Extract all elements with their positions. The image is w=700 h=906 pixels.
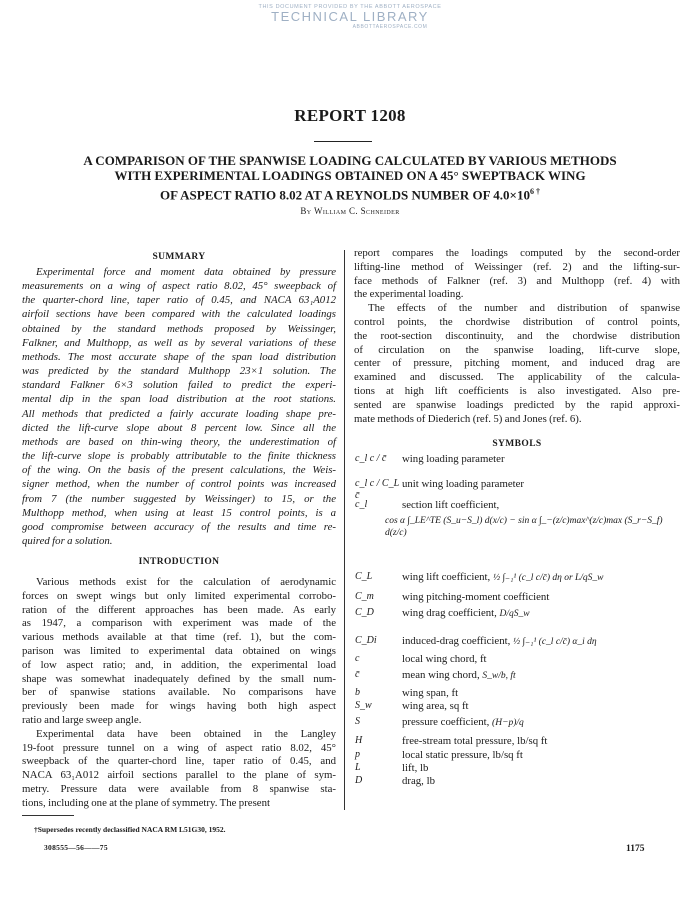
- symbol: S: [355, 716, 360, 727]
- text-line: good compromise between accuracy of the results and time re-: [22, 520, 336, 533]
- footnote-rule: [22, 815, 74, 816]
- text-line: NACA 63₁A012 airfoil sections parallel to the plane of sym-: [22, 769, 336, 782]
- symbol-description: [402, 653, 680, 666]
- symbol: L: [355, 762, 361, 773]
- text-line: signer method, when the number of control points was increased: [22, 478, 336, 491]
- section-lift-formula: cos α ∫_LE^TE (S_u−S_l) d(x/c) − sin α ∫_−(z/c)max^(z/c)max (S_r−S_f) d(z/c): [385, 516, 663, 538]
- footnote: †Supersedes recently declassified NACA RM L51G30, 1952.: [34, 825, 226, 834]
- symbol-description: [402, 607, 680, 621]
- text-line: sweepback of the quarter-chord line, taper ratio of 0.45, and: [22, 755, 336, 768]
- symbol-description: [402, 716, 680, 730]
- text-line: previously been made for wings having both high aspect: [22, 700, 336, 713]
- text-line: from 7 (the number suggested by Weissinger) to 15, or the: [22, 492, 336, 505]
- symbol: c_l c / C_L c̄: [355, 478, 399, 501]
- text-line: of low aspect ratio; and, in addition, the experimental load: [22, 658, 336, 671]
- symbol: c̄: [355, 669, 360, 680]
- text-line: sented are spanwise loadings predicted by the rapid approxi-: [354, 398, 680, 411]
- text-line: of the wing. On the basis of the present calculations, the Weis-: [22, 464, 336, 477]
- text-line: Multhopp method, when using at least 15 control points, is a: [22, 506, 336, 519]
- symbol: c: [355, 653, 360, 664]
- description-text: mean wing chord,: [402, 669, 483, 681]
- symbol: H: [355, 735, 363, 746]
- watermark-title: TECHNICAL LIBRARY: [271, 9, 429, 24]
- symbol-description: [402, 687, 680, 700]
- text-line: The effects of the number and distribution of spanwise: [368, 302, 680, 315]
- byline: By William C. Schneider: [300, 206, 400, 216]
- watermark: [200, 4, 500, 30]
- description-text: lift, lb: [402, 762, 429, 774]
- text-line: the lift-curve slope is probably attributable to the finite thickness: [22, 450, 336, 463]
- symbol-description: [402, 499, 680, 512]
- title-line: [20, 184, 680, 203]
- symbol: c_l c / c̄: [355, 453, 387, 464]
- description-text: unit wing loading parameter: [402, 478, 525, 490]
- text-line: mental dip in the span load distribution at the root stations.: [22, 393, 336, 406]
- symbol-description: [402, 453, 680, 466]
- description-text: pressure coefficient,: [402, 716, 493, 728]
- paper-title: [20, 153, 680, 202]
- text-line: ber of spanwise stations available. No comparisons have: [22, 686, 336, 699]
- text-line: dicted the lift-curve slope about 8 percent low. Since all the: [22, 421, 336, 434]
- text-line: various methods available at that time (ref. 1), but the com-: [22, 631, 336, 644]
- description-text: wing pitching-moment coefficient: [402, 591, 550, 603]
- title-line-text: OF ASPECT RATIO 8.02 AT A REYNOLDS NUMBER OF 4.0×10: [160, 186, 530, 202]
- symbol: b: [355, 687, 360, 698]
- text-line: of circulation on the spanwise loading, lift-curve slope,: [354, 343, 680, 356]
- symbol: C_Di: [355, 635, 377, 646]
- text-line: parison was limited to experimental data obtained on wings: [22, 644, 336, 657]
- text-line: was predicted by the standard Multhopp 23×1 solution. The: [22, 365, 336, 378]
- text-line: report compares the loadings computed by the second-order: [354, 247, 680, 259]
- text-line: airfoil sections have been compared with the calculated loadings: [22, 308, 336, 321]
- description-text: wing span, ft: [402, 687, 459, 699]
- symbol-description: [402, 775, 680, 788]
- symbol: c_l: [355, 499, 368, 510]
- text-line: lifting-line method of Weissinger (ref. 2) and the lifting-sur-: [354, 260, 680, 273]
- text-line: the experimental loading.: [354, 288, 464, 301]
- description-text: wing loading parameter: [402, 453, 505, 465]
- text-line: Various methods exist for the calculation of aerodynamic: [36, 576, 336, 588]
- report-number: REPORT 1208: [294, 106, 406, 125]
- introduction-body: [22, 576, 336, 811]
- text-line: as 1947, a comparison with experiment was made of the: [22, 617, 336, 630]
- title-line: WITH EXPERIMENTAL LOADINGS OBTAINED ON A 45° SWEPTBACK WING: [114, 168, 586, 184]
- text-line: metry. Pressure data were available from 8 spanwise sta-: [22, 782, 336, 795]
- symbol: C_D: [355, 607, 374, 618]
- description-text: wing lift coefficient,: [402, 571, 493, 583]
- description-formula: D/qS_w: [499, 609, 530, 619]
- watermark-line: THIS DOCUMENT PROVIDED BY THE ABBOTT AEROSPACE: [258, 4, 442, 10]
- text-line: the quarter-chord line, taper ratio of 0.45, and NACA 63₁A012: [22, 294, 336, 307]
- page-number: 1175: [626, 844, 645, 854]
- description-formula: ½ ∫₋₁¹ (c_l c/c̄) dη or L/qS_w: [492, 573, 604, 583]
- column-divider: [344, 250, 345, 810]
- text-line: All methods that predicted a fairly accurate loading shape pre-: [22, 407, 336, 420]
- symbol-description: [402, 762, 680, 775]
- watermark-url: ABBOTTAEROSPACE.COM: [352, 24, 428, 30]
- symbol: p: [355, 749, 360, 760]
- symbol-description: [402, 591, 680, 604]
- text-line: obtained by the standard methods proposed by Weissinger,: [22, 322, 336, 335]
- text-line: control points, the chordwise distribution of control points,: [354, 315, 680, 328]
- text-line: tions at high lift coefficients is also investigated. Also pre-: [354, 384, 680, 397]
- introduction-continued: [354, 247, 680, 426]
- text-line: center of pressure, pitching moment, and induced drag are: [354, 357, 680, 370]
- description-text: section lift coefficient,: [402, 499, 500, 511]
- symbol: C_L: [355, 571, 373, 582]
- symbol-description: [402, 571, 680, 585]
- symbol-description: [402, 735, 680, 748]
- text-line: face methods of Falkner (ref. 3) and Multhopp (ref. 4) with: [354, 274, 680, 287]
- description-text: drag, lb: [402, 775, 435, 787]
- symbol-description: [402, 478, 680, 491]
- text-line: methods are based on thin-wing theory, the underestimation of: [22, 435, 336, 448]
- text-line: ratio and large sweep angle.: [22, 713, 142, 726]
- symbol: C_m: [355, 591, 374, 602]
- symbol-description: [402, 749, 680, 762]
- text-line: 19-foot pressure tunnel on a wing of aspect ratio 8.02, 45°: [22, 741, 336, 754]
- text-line: Falkner, and Multhopp, as well as by several variations of these: [22, 336, 336, 349]
- symbols-heading: SYMBOLS: [492, 439, 542, 449]
- description-formula: (H−p)/q: [492, 718, 524, 728]
- symbol-description: [402, 635, 680, 649]
- symbol-description: [402, 700, 680, 713]
- text-line: Experimental force and moment data obtained by pressure: [36, 266, 336, 278]
- title-line: A COMPARISON OF THE SPANWISE LOADING CALCULATED BY VARIOUS METHODS: [83, 153, 617, 168]
- symbol: S_w: [355, 700, 372, 711]
- description-formula: S_w/b, ft: [482, 671, 516, 681]
- summary-body: [22, 265, 336, 548]
- description-text: wing area, sq ft: [402, 700, 469, 712]
- text-line: forces on swept wings but only limited experimental corrobo-: [22, 589, 336, 602]
- symbol-description: [402, 669, 680, 683]
- text-line: measurements on a wing of aspect ratio 8.02, 45° sweepback of: [22, 280, 336, 293]
- description-text: local static pressure, lb/sq ft: [402, 749, 523, 761]
- description-formula: ½ ∫₋₁¹ (c_l c/c̄) α_i dη: [513, 637, 597, 647]
- text-line: ration of the different approaches has been made. As early: [22, 603, 336, 616]
- description-text: local wing chord, ft: [402, 653, 487, 665]
- description-text: free-stream total pressure, lb/sq ft: [402, 735, 548, 747]
- description-text: induced-drag coefficient,: [402, 635, 514, 647]
- text-line: methods. The most accurate shape of the span load distribution: [22, 350, 336, 363]
- title-superscript: 6 †: [529, 186, 540, 196]
- summary-heading: SUMMARY: [152, 252, 206, 262]
- text-line: shape was somewhat inadequately defined by the small num-: [22, 672, 336, 685]
- introduction-heading: INTRODUCTION: [138, 557, 220, 567]
- symbol: D: [355, 775, 363, 786]
- text-line: standard Falkner 6×3 solution failed to predict the experi-: [22, 379, 336, 392]
- text-line: examined and discussed. The applicability of the calcula-: [354, 371, 680, 384]
- text-line: quired for a solution.: [22, 534, 113, 547]
- title-rule: [314, 141, 372, 142]
- print-code: 308555—56——75: [44, 843, 108, 852]
- text-line: mate methods of Diederich (ref. 5) and Jones (ref. 6).: [354, 412, 582, 425]
- text-line: Experimental data have been obtained in the Langley: [36, 727, 336, 740]
- text-line: tions, including one at the plane of symmetry. The present: [22, 796, 270, 809]
- text-line: the root-section discontinuity, and the chordwise distribution: [354, 329, 680, 342]
- description-text: wing drag coefficient,: [402, 607, 500, 619]
